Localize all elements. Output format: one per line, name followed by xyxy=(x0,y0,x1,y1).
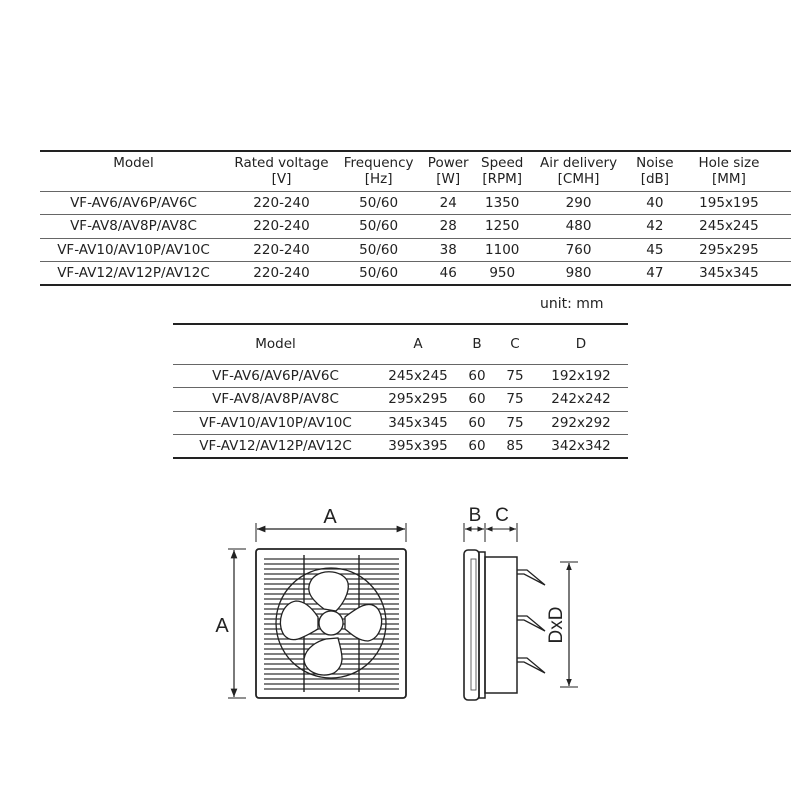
spec-header-speed: Speed [RPM] xyxy=(475,151,529,191)
cell-d: 192x192 xyxy=(534,364,628,388)
cell-air-delivery: 480 xyxy=(529,215,628,239)
cell-speed: 1100 xyxy=(475,238,529,262)
cell-frequency: 50/60 xyxy=(336,191,421,215)
dim-header-a: A xyxy=(378,324,458,364)
spec-header-air-delivery: Air delivery [CMH] xyxy=(529,151,628,191)
spec-header-frequency: Frequency [Hz] xyxy=(336,151,421,191)
cell-noise: 40 xyxy=(628,191,682,215)
cell-c: 75 xyxy=(496,364,534,388)
cell-noise: 47 xyxy=(646,265,664,281)
cell-frequency: 50/60 xyxy=(336,238,421,262)
cell-voltage: 220-240 xyxy=(253,265,310,281)
cell-model: VF-AV12/AV12P/AV12C xyxy=(199,438,352,454)
spec-header-voltage: Rated voltage [V] xyxy=(227,151,336,191)
side-d-label: DxD xyxy=(546,606,567,644)
spec-row xyxy=(40,262,791,286)
cell-speed: 950 xyxy=(489,265,516,281)
dimension-table xyxy=(173,323,628,459)
cell-power: 24 xyxy=(421,191,475,215)
dim-header-model: Model xyxy=(173,324,378,364)
cell-model: VF-AV6/AV6P/AV6C xyxy=(173,364,378,388)
cell-air-delivery: 980 xyxy=(565,265,592,281)
dim-header-d: D xyxy=(534,324,628,364)
dim-row xyxy=(173,364,628,388)
spec-header-noise: Noise [dB] xyxy=(628,151,682,191)
spec-header-power: Power [W] xyxy=(421,151,475,191)
cell-frequency: 50/60 xyxy=(359,265,399,281)
cell-a: 245x245 xyxy=(378,364,458,388)
fan-icon xyxy=(276,568,386,678)
cell-frequency: 50/60 xyxy=(336,215,421,239)
dim-row xyxy=(173,411,628,435)
cell-voltage: 220-240 xyxy=(227,191,336,215)
cell-a: 395x395 xyxy=(388,438,448,454)
cell-power: 38 xyxy=(421,238,475,262)
cell-air-delivery: 760 xyxy=(529,238,628,262)
cell-a: 345x345 xyxy=(378,411,458,435)
spec-row xyxy=(40,191,791,215)
cell-voltage: 220-240 xyxy=(227,238,336,262)
cell-hole-size: 195x195 xyxy=(682,191,791,215)
cell-voltage: 220-240 xyxy=(227,215,336,239)
dim-header-row xyxy=(173,324,628,364)
spec-header-model: Model xyxy=(40,151,227,191)
side-view-diagram xyxy=(440,495,600,715)
front-width-label: A xyxy=(323,506,337,528)
cell-d: 342x342 xyxy=(551,438,611,454)
cell-c: 75 xyxy=(496,411,534,435)
spec-table xyxy=(40,150,791,286)
front-height-label: A xyxy=(215,615,229,637)
cell-d: 242x242 xyxy=(534,388,628,412)
dim-row xyxy=(173,435,628,459)
cell-model: VF-AV6/AV6P/AV6C xyxy=(40,191,227,215)
cell-hole-size: 295x295 xyxy=(682,238,791,262)
cell-hole-size: 345x345 xyxy=(699,265,759,281)
cell-power: 46 xyxy=(439,265,457,281)
cell-air-delivery: 290 xyxy=(529,191,628,215)
cell-d: 292x292 xyxy=(534,411,628,435)
cell-hole-size: 245x245 xyxy=(682,215,791,239)
dim-header-b: B xyxy=(458,324,496,364)
cell-b: 60 xyxy=(458,364,496,388)
cell-c: 85 xyxy=(506,438,524,454)
cell-model: VF-AV12/AV12P/AV12C xyxy=(57,265,210,281)
cell-b: 60 xyxy=(458,388,496,412)
cell-model: VF-AV10/AV10P/AV10C xyxy=(40,238,227,262)
cell-b: 60 xyxy=(468,438,486,454)
cell-speed: 1250 xyxy=(475,215,529,239)
cell-model: VF-AV8/AV8P/AV8C xyxy=(40,215,227,239)
cell-model: VF-AV8/AV8P/AV8C xyxy=(173,388,378,412)
cell-noise: 45 xyxy=(628,238,682,262)
cell-b: 60 xyxy=(458,411,496,435)
unit-label: unit: mm xyxy=(540,296,604,312)
side-c-label: C xyxy=(495,505,509,526)
cell-noise: 42 xyxy=(628,215,682,239)
dim-header-c: C xyxy=(496,324,534,364)
spec-header-row xyxy=(40,151,791,191)
cell-model: VF-AV10/AV10P/AV10C xyxy=(173,411,378,435)
cell-c: 75 xyxy=(496,388,534,412)
cell-a: 295x295 xyxy=(378,388,458,412)
dim-row xyxy=(173,388,628,412)
side-b-label: B xyxy=(468,505,482,526)
cell-power: 28 xyxy=(421,215,475,239)
front-view-diagram xyxy=(200,495,430,715)
spec-row xyxy=(40,238,791,262)
spec-header-hole-size: Hole size [MM] xyxy=(682,151,791,191)
spec-row xyxy=(40,215,791,239)
cell-speed: 1350 xyxy=(475,191,529,215)
